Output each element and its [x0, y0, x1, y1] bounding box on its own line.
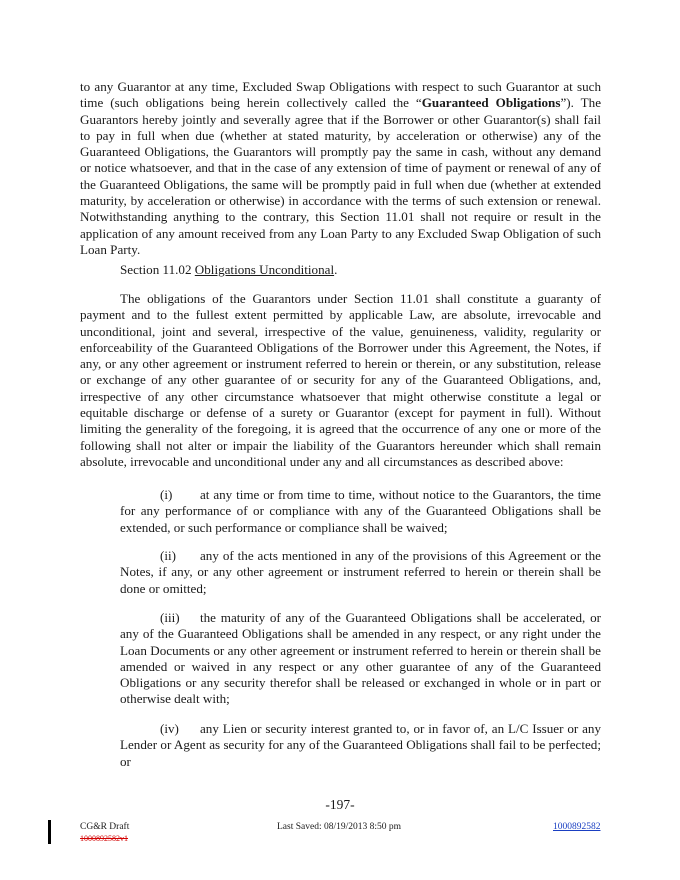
page-number: -197- [325, 797, 355, 812]
last-saved: Last Saved: 08/19/2013 8:50 pm [277, 822, 402, 832]
section-title-period: . [334, 262, 338, 277]
struck-doc-id: 1000892582v1 [80, 834, 128, 843]
doc-id-link[interactable]: 1000892582 [553, 822, 601, 832]
draft-label: CG&R Draft [80, 822, 130, 832]
defined-term-guaranteed-obligations: Guaranteed Obligations [421, 95, 561, 111]
list-item-number: (ii) [160, 548, 176, 563]
intro-text-after: ”). The Guarantors hereby jointly and severally agree that if the Borrower or other Guarantor(s) shall fail to pay in full when due (whether at stated maturity, by acceleration or otherwise) any of the Guaranteed Obligations, the Guarantors will promptly pay the same in cash, without any demand or notice whatsoever, and that in the case of any extension of time of payment or renewal of any of the Guaranteed Obligations, the same will be promptly paid in full when due (whether at extended maturity, by acceleration or otherwise) in accordance with the terms of such extension or renewal. Notwithstanding anything to the contrary, this Section 11.01 shall not require or result in the application of any amount received from any Loan Party to any Excluded Swap Obligation of such Loan Party. [80, 95, 601, 257]
list-item-text: any of the acts mentioned in any of the provisions of this Agreement or the Notes, if any, or any other agreement or instrument referred to herein or therein shall be done or omitted; [120, 548, 601, 596]
section-heading [80, 262, 601, 278]
list-item-number: (iv) [160, 721, 179, 736]
body-paragraph: The obligations of the Guarantors under Section 11.01 shall constitute a guaranty of payment and to the fullest extent permitted by applicable Law, are absolute, irrevocable and unconditional, joint and several, irrespective of the value, genuineness, validity, regularity or enforceability of the Guaranteed Obligations of the Borrower under this Agreement, the Notes, if any, or any other agreement or instrument referred to herein or therein, or any substitution, release or exchange of any other guarantee of or security for any of the Guaranteed Obligations, and, irrespective of any other circumstance whatsoever that might otherwise constitute a legal or equitable discharge or defense of a surety or Guarantor (except for payment in full). Without limiting the generality of the foregoing, it is agreed that the occurrence of any one or more of the following shall not alter or impair the liability of the Guarantors hereunder which shall remain absolute, irrevocable and unconditional under any and all circumstances as described above: [80, 291, 601, 469]
list-item [120, 548, 601, 597]
list-item [120, 721, 601, 770]
intro-paragraph [80, 79, 601, 258]
intro-text-before: to any Guarantor at any time, Excluded Swap Obligations with respect to such Guarantor at such time (such obligations being herein collectively called the “ [80, 79, 601, 111]
list-item-text: any Lien or security interest granted to, or in favor of, an L/C Issuer or any Lender or Agent as security for any of the Guaranteed Obligations shall fail to be perfected; or [120, 721, 601, 769]
list-item-number: (iii) [160, 610, 180, 625]
list-item-number: (i) [160, 487, 173, 502]
list-item-text: at any time or from time to time, without notice to the Guarantors, the time for any performance of or compliance with any of the Guaranteed Obligations shall be extended, or such performance or compliance shall be waived; [120, 487, 601, 535]
list-item [120, 487, 601, 536]
list-item [120, 610, 601, 708]
section-title: Obligations Unconditional [194, 262, 335, 277]
change-bar [48, 820, 51, 844]
list-item-text: the maturity of any of the Guaranteed Obligations shall be accelerated, or any of the Guaranteed Obligations shall be amended in any respect, or any right under the Loan Documents or any other agreement or instrument referred to herein or therein shall be amended or waived in any respect or any other guarantee of any of the Guaranteed Obligations or any security therefor shall be released or exchanged in whole or in part or otherwise dealt with; [120, 610, 601, 707]
section-number: Section 11.02 [120, 262, 195, 277]
footer-left [80, 822, 129, 844]
